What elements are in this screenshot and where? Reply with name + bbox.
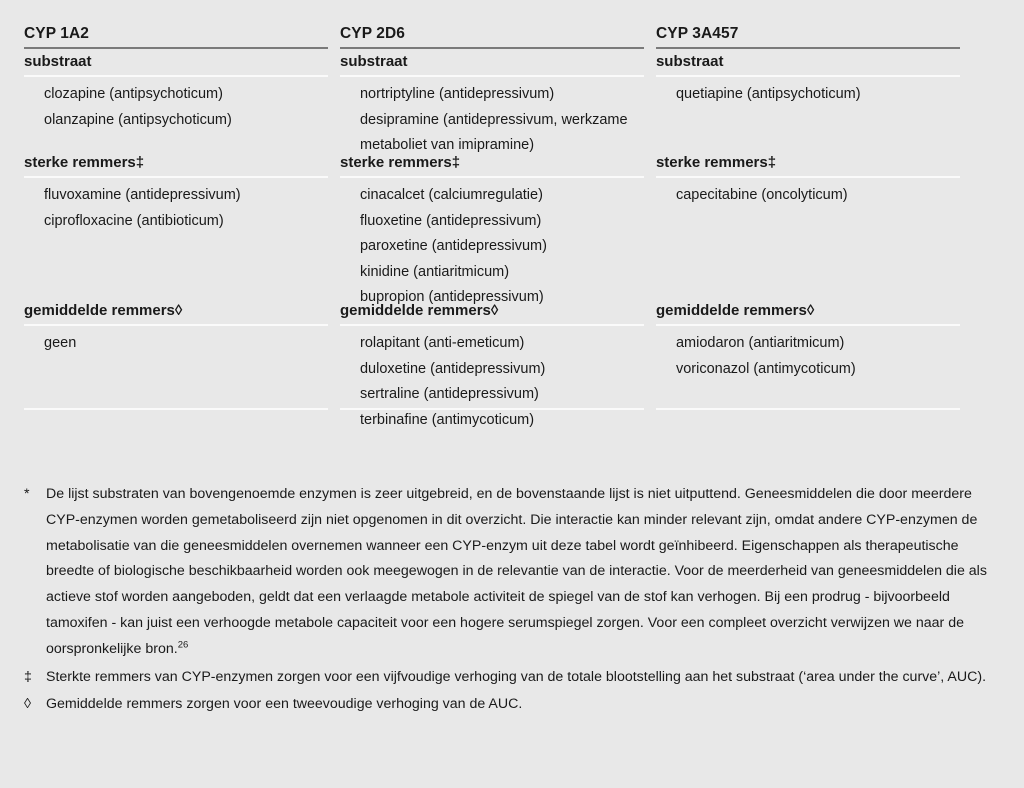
section-title: substraat — [655, 53, 724, 70]
footnote-text: Sterkte remmers van CYP-enzymen zorgen voor een vijfvoudige verhoging van de totale blootstelling aan het substraat (‘area under the curve’, AUC). — [46, 668, 987, 685]
table-bottom-rule — [656, 408, 960, 410]
section-items — [340, 326, 644, 433]
column-header: CYP 1A2 — [24, 25, 90, 42]
list-item: fluvoxamine (antidepressivum) — [44, 187, 241, 203]
footnote-asterisk — [24, 482, 1000, 663]
list-item: desipramine (antidepressivum, werkzame metaboliet van imipramine) — [359, 111, 628, 153]
footnote-double-dagger — [24, 665, 1000, 691]
section-sterke-remmers — [656, 150, 960, 298]
table-columns — [24, 24, 972, 428]
section-substraat — [24, 49, 328, 150]
section-substraat — [339, 49, 644, 153]
footnote-marker: ◊ — [24, 696, 32, 713]
list-item: paroxetine (antidepressivum) — [359, 238, 547, 254]
list-item: fluoxetine (antidepressivum) — [359, 212, 542, 229]
section-title: substraat — [339, 53, 408, 70]
footnote-text-body: De lijst substraten van bovengenoemde enzymen is zeer uitgebreid, en de bovenstaande lijst is niet uitputtend. Geneesmiddelen die door meerdere CYP-enzymen worden gemetaboliseerd zijn niet opgenomen in dit overzicht. Die interactie kan minder relevant zijn, omdat andere CYP-enzymen de metabolisatie van die geneesmiddelen overnemen wanneer een CYP-enzym uit deze tabel wordt geïnhibeerd. Eigenschappen als therapeutische breedte of biologische beschikbaarheid worden ook meegewogen in de relevantie van de interactie. Voor de meerderheid van geneesmiddelen die als actieve stof worden aangeboden, geldt dat een verlaagde metabole activiteit de spiegel van de stof kan verhogen. Bij een prodrug - bijvoorbeeld tamoxifen - kan juist een verhoogde metabole capaciteit voor een hogere serumspiegel zorgen. Voor een compleet overzicht verwijzen we naar de oorspronkelijke bron. — [46, 486, 987, 657]
section-title: substraat — [24, 53, 92, 70]
section-sterke-remmers — [339, 150, 644, 305]
section-items — [340, 77, 644, 159]
list-item: olanzapine (antipsychoticum) — [44, 111, 232, 128]
footnote-marker: * — [24, 486, 30, 502]
list-item: clozapine (antipsychoticum) — [44, 86, 223, 102]
list-item: rolapitant (anti-emeticum) — [359, 335, 525, 351]
section-gemiddelde-remmers — [339, 298, 644, 428]
table-bottom-rule — [24, 408, 328, 410]
section-gemiddelde-remmers — [656, 298, 960, 408]
list-item: amiodaron (antiaritmicum) — [675, 335, 845, 351]
cyp-interaction-table — [24, 24, 972, 428]
footnote-reference-superscript: 26 — [177, 639, 189, 651]
section-title: gemiddelde remmers◊ — [339, 302, 499, 319]
section-title: sterke remmers‡ — [655, 154, 777, 171]
section-items — [656, 326, 960, 382]
column-header: CYP 2D6 — [339, 25, 406, 42]
list-item: kinidine (antiaritmicum) — [359, 263, 510, 280]
section-gemiddelde-remmers — [24, 298, 328, 408]
section-items — [24, 178, 328, 234]
section-title: sterke remmers‡ — [24, 154, 145, 171]
table-column-cyp3a45 — [656, 24, 972, 410]
section-title: gemiddelde remmers◊ — [655, 302, 815, 319]
section-title: sterke remmers‡ — [339, 154, 461, 171]
list-item: cinacalcet (calciumregulatie) — [359, 187, 543, 203]
section-title: gemiddelde remmers◊ — [24, 302, 183, 319]
list-item: geen — [44, 335, 77, 351]
list-item: quetiapine (antipsychoticum) — [675, 86, 861, 102]
list-item: sertraline (antidepressivum) — [359, 386, 539, 402]
table-column-cyp1a2 — [24, 24, 340, 410]
footnote-diamond — [24, 692, 1000, 718]
section-substraat — [656, 49, 960, 150]
section-items — [340, 178, 644, 311]
table-column-cyp2d6 — [339, 24, 656, 428]
list-item: ciprofloxacine (antibioticum) — [44, 212, 224, 229]
list-item: terbinafine (antimycoticum) — [359, 411, 535, 428]
footnotes — [24, 482, 1000, 720]
column-header: CYP 3A457 — [655, 25, 739, 42]
section-items — [656, 178, 960, 209]
footnote-marker: ‡ — [24, 668, 32, 685]
section-items — [24, 326, 328, 357]
list-item: capecitabine (oncolyticum) — [675, 187, 848, 203]
footnote-text: Gemiddelde remmers zorgen voor een tweevoudige verhoging van de AUC. — [46, 696, 523, 713]
list-item: nortriptyline (antidepressivum) — [359, 86, 555, 102]
section-items — [656, 77, 960, 108]
list-item: bupropion (antidepressivum) — [359, 289, 544, 305]
footnote-text — [46, 482, 1000, 663]
list-item: voriconazol (antimycoticum) — [675, 360, 856, 377]
list-item: duloxetine (antidepressivum) — [359, 360, 546, 377]
section-items — [24, 77, 328, 133]
section-sterke-remmers — [24, 150, 328, 298]
